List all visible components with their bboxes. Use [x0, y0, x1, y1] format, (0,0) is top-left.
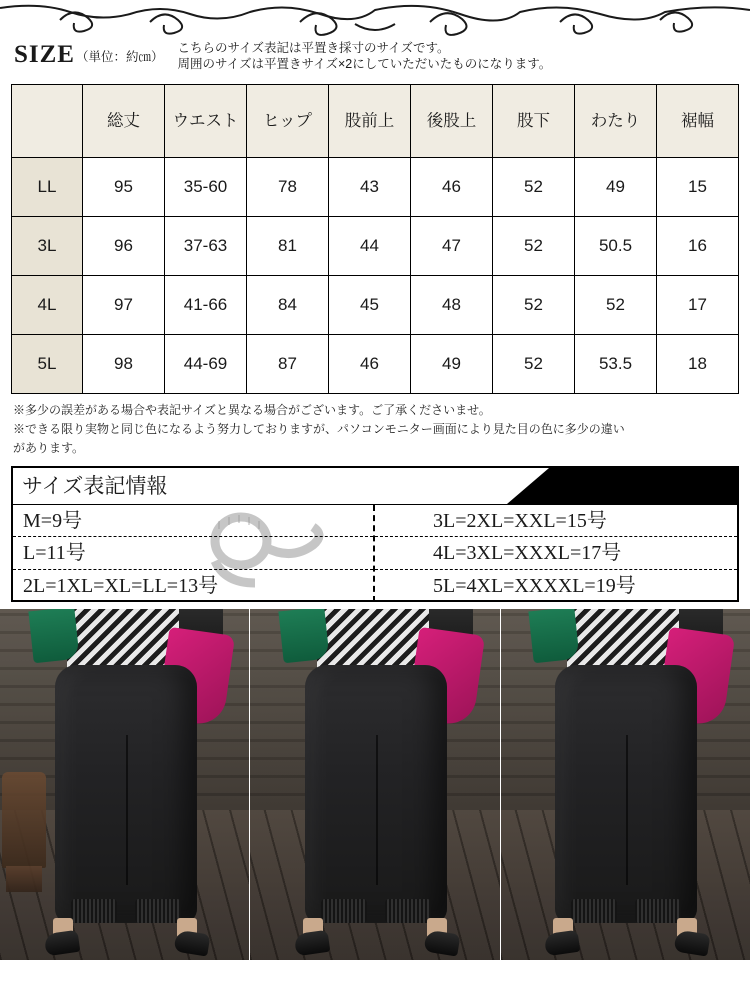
- size-header: [0, 38, 750, 82]
- model-figure: [525, 609, 725, 960]
- pants-cuff-right: [135, 899, 181, 923]
- size-equivalence-left-2: 2L=1XL=XL=LL=13号: [23, 574, 219, 597]
- cell-3-6: 53.5: [575, 335, 657, 394]
- column-header-7: 裾幅: [657, 85, 739, 158]
- table-row: [12, 217, 739, 276]
- cell-2-6: 52: [575, 276, 657, 335]
- size-note-line-2: 周囲のサイズは平置きサイズ×2にしていただいたものになります。: [177, 57, 552, 71]
- cell-0-3: 43: [329, 158, 411, 217]
- size-notation-right-column: [375, 505, 737, 602]
- cell-2-3: 45: [329, 276, 411, 335]
- table-corner-cell: [12, 85, 83, 158]
- product-photo-center: [250, 609, 499, 960]
- disclaimer-notes: [13, 401, 739, 458]
- model-figure: [25, 609, 225, 960]
- cell-0-1: 35-60: [165, 158, 247, 217]
- row-header-size: 5L: [12, 335, 83, 394]
- cell-0-5: 52: [493, 158, 575, 217]
- pants-cuff-left: [71, 899, 117, 923]
- pants-cuff-left: [321, 899, 367, 923]
- cell-1-7: 16: [657, 217, 739, 276]
- row-header-size: 4L: [12, 276, 83, 335]
- cell-3-5: 52: [493, 335, 575, 394]
- cell-1-6: 50.5: [575, 217, 657, 276]
- size-equivalence-right-2: 5L=4XL=XXXXL=19号: [433, 574, 636, 597]
- table-row: [12, 276, 739, 335]
- cell-1-1: 37-63: [165, 217, 247, 276]
- size-notation-grid: [13, 505, 737, 602]
- cell-1-4: 47: [411, 217, 493, 276]
- cell-1-3: 44: [329, 217, 411, 276]
- cell-2-5: 52: [493, 276, 575, 335]
- cell-0-7: 15: [657, 158, 739, 217]
- decorative-ornament-banner: [0, 0, 750, 38]
- table-header-row: [12, 85, 739, 158]
- cell-2-4: 48: [411, 276, 493, 335]
- note-line-3: があります。: [13, 441, 85, 455]
- cell-0-6: 49: [575, 158, 657, 217]
- size-equivalence-right-0: 3L=2XL=XXL=15号: [375, 505, 737, 537]
- column-header-6: わたり: [575, 85, 657, 158]
- product-photo-strip: [0, 609, 750, 960]
- black-tapered-pants: [555, 665, 697, 923]
- cell-1-0: 96: [83, 217, 165, 276]
- cell-2-7: 17: [657, 276, 739, 335]
- cell-1-2: 81: [247, 217, 329, 276]
- cell-3-4: 49: [411, 335, 493, 394]
- size-equivalence-right-1: 4L=3XL=XXXL=17号: [375, 537, 737, 569]
- cell-2-2: 84: [247, 276, 329, 335]
- column-header-4: 後股上: [411, 85, 493, 158]
- size-equivalence-left-0: M=9号: [13, 505, 373, 537]
- size-title: SIZE: [14, 41, 75, 68]
- size-note-line-1: こちらのサイズ表記は平置き採寸のサイズです。: [177, 41, 450, 55]
- cell-3-3: 46: [329, 335, 411, 394]
- pants-cuff-left: [571, 899, 617, 923]
- shoe-right: [674, 929, 711, 956]
- size-measurement-note: [178, 38, 552, 72]
- cell-0-2: 78: [247, 158, 329, 217]
- green-sleeve: [278, 609, 329, 663]
- ornament-swirls-icon: [0, 0, 750, 38]
- column-header-0: 総丈: [83, 85, 165, 158]
- product-photo-right: [501, 609, 750, 960]
- size-notation-left-column: [13, 505, 375, 602]
- cell-2-1: 41-66: [165, 276, 247, 335]
- pants-cuff-right: [385, 899, 431, 923]
- row-header-size: 3L: [12, 217, 83, 276]
- column-header-3: 股前上: [329, 85, 411, 158]
- cell-3-1: 44-69: [165, 335, 247, 394]
- table-row: [12, 335, 739, 394]
- size-unit-label: （単位：約㎝）: [75, 50, 164, 64]
- size-notation-title-row: [13, 468, 737, 505]
- product-photo-left: [0, 609, 249, 960]
- shoe-right: [423, 929, 460, 956]
- green-sleeve: [28, 609, 79, 663]
- cell-3-0: 98: [83, 335, 165, 394]
- black-tapered-pants: [55, 665, 197, 923]
- column-header-2: ヒップ: [247, 85, 329, 158]
- note-line-2: ※できる限り実物と同じ色になるよう努力しておりますが、パソコンモニター画面により見た目の色に多少の違い: [13, 422, 625, 436]
- green-sleeve: [529, 609, 580, 663]
- model-figure: [275, 609, 475, 960]
- column-header-1: ウエスト: [165, 85, 247, 158]
- measurement-table: [11, 84, 739, 394]
- cell-2-0: 97: [83, 276, 165, 335]
- size-notation-info-box: [11, 466, 739, 602]
- cell-0-4: 46: [411, 158, 493, 217]
- column-header-5: 股下: [493, 85, 575, 158]
- cell-0-0: 95: [83, 158, 165, 217]
- pants-cuff-right: [635, 899, 681, 923]
- cell-3-7: 18: [657, 335, 739, 394]
- table-row: [12, 158, 739, 217]
- shoe-left: [544, 930, 581, 957]
- black-tapered-pants: [305, 665, 447, 923]
- cell-3-2: 87: [247, 335, 329, 394]
- note-line-1: ※多少の誤差がある場合や表記サイズと異なる場合がございます。ご了承くださいませ。: [13, 403, 491, 417]
- size-notation-title: サイズ表記情報: [22, 474, 168, 498]
- row-header-size: LL: [12, 158, 83, 217]
- shoe-left: [43, 930, 80, 957]
- cell-1-5: 52: [493, 217, 575, 276]
- size-equivalence-left-1: L=11号: [13, 537, 373, 569]
- shoe-right: [173, 929, 210, 956]
- shoe-left: [294, 930, 331, 957]
